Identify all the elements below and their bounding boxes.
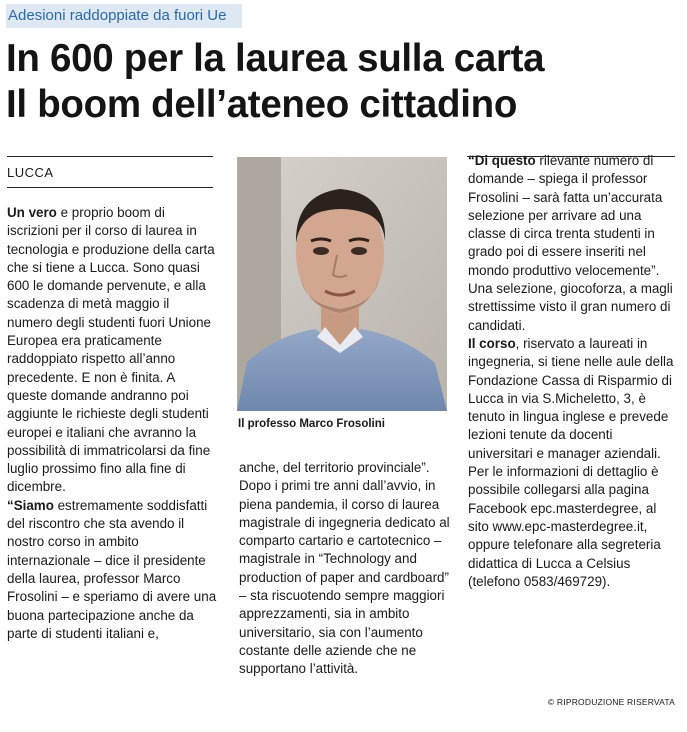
headline-line-2: Il boom dell’ateneo cittadino — [6, 83, 518, 126]
column1-paragraph-2 — [7, 497, 217, 643]
column1-text-1: e proprio boom di iscrizioni per il corso di laurea in tecnologia e produzione della carta che si tiene a Lucca. Sono quasi 600 le domande pervenute, e alla scadenza di metà maggio il numero degli studenti fuori Unione Europea era praticamente raddoppiato rispetto all’anno precedente. E non è finita. A queste domande andranno poi aggiunte le richieste degli studenti europei e italiani che avranno la possibilità di immatricolarsi da fine luglio prossimo fino alla fine di dicembre. — [7, 205, 215, 495]
column3-paragraph-2 — [468, 335, 678, 463]
portrait-photo — [237, 157, 447, 411]
article-column-2 — [239, 459, 451, 679]
article-column-3 — [468, 152, 678, 591]
headline — [6, 36, 682, 128]
column3-text-2: , riservato a laureati in ingegneria, si tiene nelle aule della Fondazione Cassa di Risparmio di Lucca in via S.Micheletto, 3, è tenuto in lingua inglese e prevede lezioni tenute da docenti universitari e manager aziendali. — [468, 335, 674, 461]
portrait-photo-icon — [237, 157, 447, 411]
copyright-notice: © RIPRODUZIONE RISERVATA — [547, 697, 675, 707]
headline-line-1: In 600 per la laurea sulla carta — [6, 37, 545, 80]
quote-bold-2: “Di questo — [468, 153, 536, 168]
column2-paragraph: anche, del territorio provinciale”. Dopo i primi tre anni dall’avvio, in piena pandemia, il corso di laurea magistrale di ingegneria dedicato al comparto cartario e cartotecnico – magistrale in “Technology and production of paper and cardboard” – sta riscuotendo sempre maggiori apprezzamenti, sia in ambito universitario, sia con l’aumento costante delle aziende che ne supportano l’attività. — [239, 460, 450, 677]
article-column-1 — [7, 204, 217, 643]
column3-paragraph-1 — [468, 152, 678, 335]
course-bold: Il corso — [468, 335, 516, 351]
lead-bold: Un vero — [7, 205, 57, 220]
column3-text-1: rilevante numero di domande – spiega il professor Frosolini – sarà fatta un’accurata selezione per arrivare ad una classe di circa trenta studenti in grado poi di essere inseriti nel mondo produttivo velocemente”. Una selezione, giocoforza, a magli strettissime visto il gran numero di candidati. — [468, 153, 673, 333]
dateline-bottom-rule — [7, 187, 213, 188]
photo-caption: Il professo Marco Frosolini — [238, 418, 385, 430]
column3-paragraph-3: Per le informazioni di dettaglio è possibile collegarsi alla pagina Facebook epc.masterdegree, al sito www.epc-masterdegree.it, oppure telefonare alla segreteria didattica di Lucca a Celsius (telefono 0583/469729). — [468, 464, 661, 589]
dateline-top-rule — [7, 156, 213, 157]
dateline: LUCCA — [7, 165, 54, 180]
section-kicker: Adesioni raddoppiate da fuori Ue — [6, 4, 242, 28]
column1-text-2: estremamente soddisfatti del riscontro che sta avendo il nostro corso in ambito internazionale – dice il presidente della laurea, professor Marco Frosolini – e speriamo di avere una buona partecipazione anche da parte di studenti italiani e, — [7, 497, 217, 641]
column1-paragraph-1 — [7, 204, 217, 497]
quote-bold: “Siamo — [7, 497, 54, 513]
